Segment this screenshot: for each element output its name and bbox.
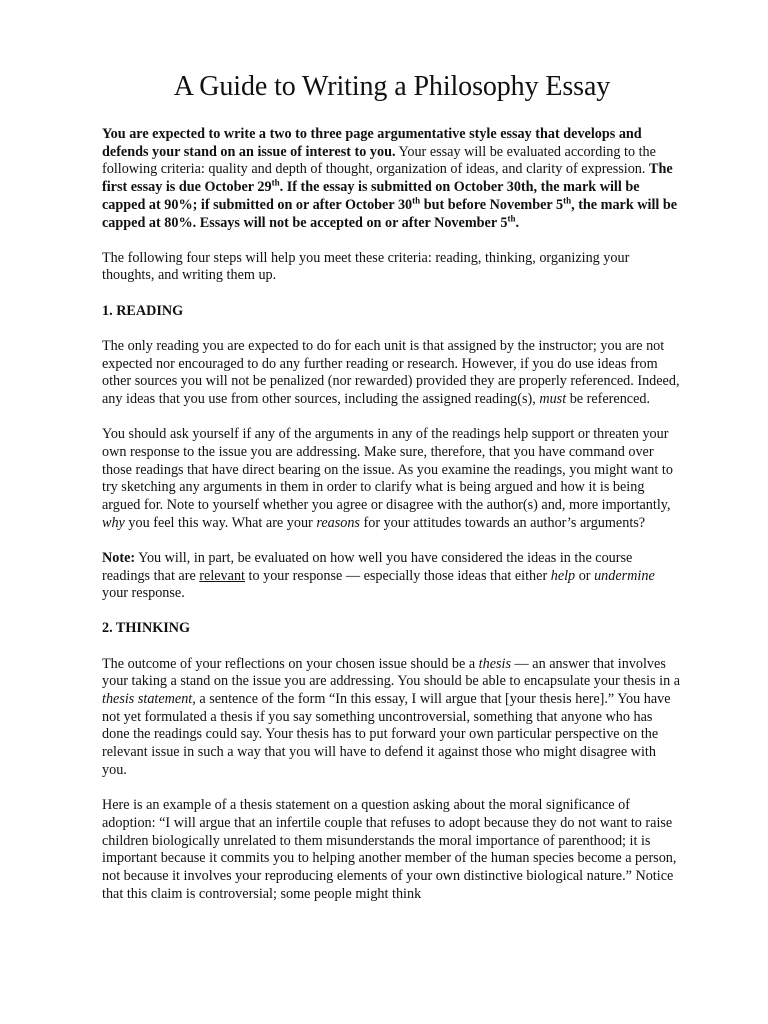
thinking-paragraph-2: Here is an example of a thesis statement on a question asking about the moral significance of adoption: “I will argue that an infertile couple that refuses to adopt because they do not want to raise children biologically unrelated to them misunderstands the moral importance of parenthood; it is important because it commits you to helping another member of the human species become a person, not because it involves your reproducing elements of your own distinctive biological nature.” Notice that this claim is controversial; some people might think <box>102 797 677 902</box>
intro-plain: Your essay will be evaluated according to the following criteria: quality and depth of thought, organization of ideas, and clarity of expression. <box>102 143 656 178</box>
due-sup-a: th <box>271 177 280 188</box>
thinking-p1-text-a: The outcome of your reflections on your chosen issue should be a <box>102 655 479 672</box>
due-sup-d: th <box>507 212 516 223</box>
section-heading-thinking: 2. THINKING <box>102 620 191 637</box>
reading-paragraph-1 <box>102 338 682 409</box>
thinking-p1-emphasis-thesis-statement: thesis statement <box>102 691 193 708</box>
due-text-d: , the mark will be capped at 80%. Essays will not be accepted on or after November 5 <box>102 196 678 231</box>
reading-p2-text-b: you feel this way. What are your <box>124 514 317 531</box>
thinking-paragraph-1 <box>102 656 682 780</box>
document-title: A Guide to Writing a Philosophy Essay <box>173 71 611 102</box>
note-text-c: or <box>575 567 595 584</box>
document-page <box>102 70 682 921</box>
thinking-p1-text-c: , a sentence of the form “In this essay, I will argue that [your thesis here].” You have not yet formulated a thesis if you say something uncontroversial, something that anyone who has done the readings could say. Your thesis has to put forward your own particular perspective on the relevant issue in such a way that you will have to defend it against those who might disagree with you. <box>102 691 671 778</box>
note-label: Note: <box>102 549 136 566</box>
reading-p2-text-c: for your attitudes towards an author’s arguments? <box>359 514 646 531</box>
reading-p2-emphasis-why: why <box>102 514 125 531</box>
note-emphasis-undermine: undermine <box>594 567 655 584</box>
reading-p1-text-a: The only reading you are expected to do for each unit is that assigned by the instructor; you are not expected nor encouraged to do any further reading or research. However, if you do use ideas from other sources you will not be penalized (nor rewarded) provided they are properly referenced. Indeed, any ideas that you use from other sources, including the assigned reading(s), <box>102 337 680 407</box>
note-text-a: You will, in part, be evaluated on how well you have considered the ideas in the course readings that are <box>102 549 633 584</box>
note-text-d: your response. <box>102 585 185 602</box>
thinking-p1-text-b: — an answer that involves your taking a stand on the issue you are addressing. You should be able to encapsulate your thesis in a <box>102 655 681 690</box>
intro-bold-lead: You are expected to write a two to three page argumentative style essay that develops and defends your stand on an issue of interest to you. <box>102 126 642 160</box>
due-text-c: but before November 5 <box>420 196 564 213</box>
reading-p2-text-a: You should ask yourself if any of the arguments in any of the readings help support or threaten your own response to the issue you are addressing. Make sure, therefore, that you have command over those readings that have direct bearing on the issue. As you examine the readings, you might want to try sketching any arguments in them in order to clarify what is being argued and how it is being argued for. Note to yourself whether you agree or disagree with the author(s) and, more importantly, <box>102 426 673 513</box>
reading-paragraph-2 <box>102 426 682 532</box>
intro-paragraph <box>102 126 682 232</box>
due-text-a: The first essay is due October 29 <box>102 161 673 196</box>
steps-paragraph: The following four steps will help you meet these criteria: reading, thinking, organizing your thoughts, and writing them up. <box>102 249 630 284</box>
due-sup-b: th <box>412 195 421 206</box>
reading-p2-emphasis-reasons: reasons <box>316 514 360 531</box>
thinking-p1-emphasis-thesis: thesis <box>478 655 511 672</box>
due-text-b: . If the essay is submitted on October 30th, the mark will be capped at 90%; if submitted on or after October 30 <box>102 179 640 213</box>
section-heading-reading: 1. READING <box>102 302 184 319</box>
note-emphasis-help: help <box>550 567 576 584</box>
note-text-b: to your response — especially those ideas that either <box>244 567 551 584</box>
reading-p1-emphasis: must <box>539 390 567 407</box>
note-underlined-relevant: relevant <box>199 567 245 584</box>
due-sup-c: th <box>563 195 572 206</box>
due-text-end: . <box>515 214 520 231</box>
reading-p1-text-b: be referenced. <box>566 390 651 407</box>
reading-note-paragraph <box>102 550 682 603</box>
